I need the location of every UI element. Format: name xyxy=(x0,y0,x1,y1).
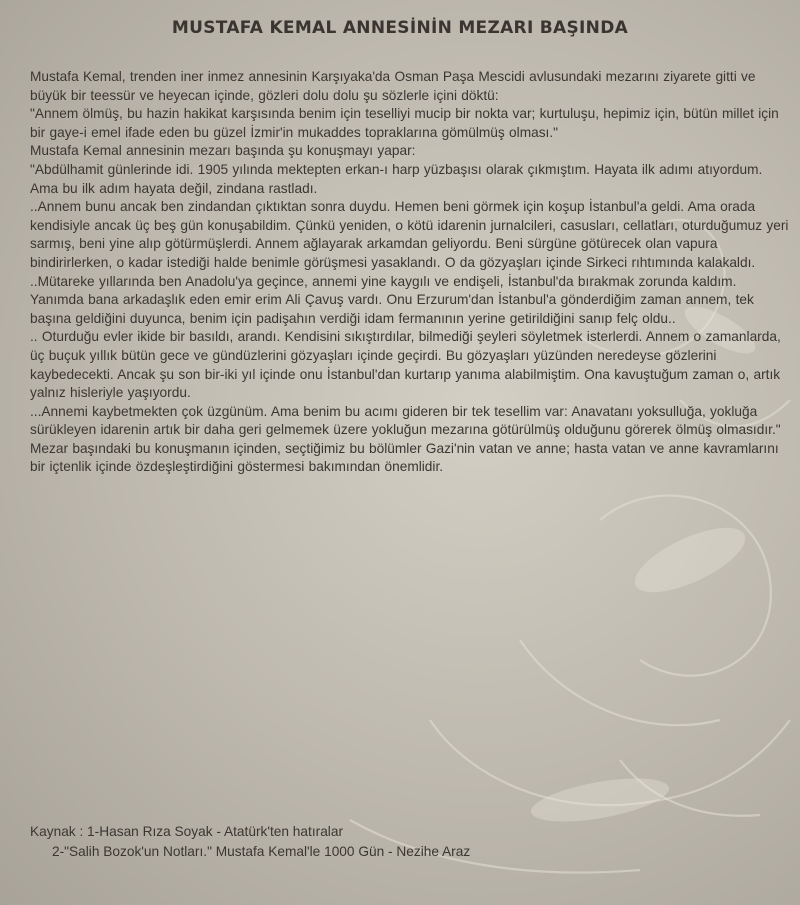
paragraph-evler: .. Oturduğu evler ikide bir basıldı, arandı. Kendisini sıkıştırdılar, bilmediği şeyleri söyletmek isterlerdi. Annem o zamanlarda, üç buçuk yıllık bütün gece ve gündüzlerini gözyaşları içinde geçirdi. Bu gözyaşları yüzünden neredeyse gözlerini kaybedecekti. Ancak şu son bir-iki yıl içinde onu İstanbul'dan kurtarıp yanıma alabilmiştim. Ona kavuştuğum zaman o, artık yalnız hisleriyle yaşıyordu. xyxy=(30,329,781,401)
source-line-2: 2-"Salih Bozok'un Notları." Mustafa Kemal'le 1000 Gün - Nezihe Araz xyxy=(52,844,471,859)
body-text xyxy=(30,68,790,477)
sources xyxy=(30,822,770,862)
paragraph-abdulhamit: "Abdülhamit günlerinde idi. 1905 yılında mektepten erkan-ı harp yüzbaşısı olarak çıkmıştım. Hayata ilk adımı atıyordum. Ama bu ilk adım hayata değil, zindana rastladı. xyxy=(30,161,763,196)
paragraph-zindan: ..Annem bunu ancak ben zindandan çıktıktan sonra duydu. Hemen beni görmek için koşup İstanbul'a geldi. Ama orada kendisiyle ancak üç beş gün konuşabildim. Çünkü yeniden, o kötü idarenin jurnalcileri, casusları, cellatları, oturduğumuz yeri sarmış, beni yine alıp götürmüşlerdi. Annem ağlayarak arkamdan geliyordu. Beni sürgüne götürecek olan vapura bindirirlerken, o kadar istediği halde benimle görüşmesi yasaklandı. O da gözyaşları içinde Sirkeci rıhtımında kalakaldı. xyxy=(30,199,789,270)
paragraph-intro: Mustafa Kemal, trenden iner inmez annesinin Karşıyaka'da Osman Paşa Mescidi avlusundaki mezarını ziyarete gitti ve büyük bir teessür ve heyecan içinde, gözleri dolu dolu şu sözlerle içini döktü: xyxy=(30,69,756,103)
paragraph-mutareke: ..Mütareke yıllarında ben Anadolu'ya geçince, annemi yine kaygılı ve endişeli, İstanbul'da bırakmak zorunda kaldım. Yanımda bana arkadaşlık eden emir erim Ali Çavuş vardı. Onu Erzurum'dan İstanbul'a gönderdiğim zaman annem, tek başına geldiğini duyunca, benim için padişahın verdiği idam fermanının yerine getirildiğini sanıp felç oldu.. xyxy=(30,273,754,326)
page-title: MUSTAFA KEMAL ANNESİNİN MEZARI BAŞINDA xyxy=(171,18,629,38)
paragraph-conclusion: Mezar başındaki bu konuşmanın içinden, seçtiğimiz bu bölümler Gazi'nin vatan ve anne; hasta vatan ve anne kavramlarını bir içtenlik içinde özdeşleştirdiğini göstermesi bakımından önemlidir. xyxy=(30,440,779,475)
paragraph-quote-izmir: "Annem ölmüş, bu hazin hakikat karşısında benim için teselliyi mucip bir nokta var; kurtuluşu, hepimiz için, bütün millet için bir gaye-i emel ifade eden bu güzel İzmir'in mukaddes topraklarına gömülmüş olması." xyxy=(30,106,779,140)
paragraph-teselli: ...Annemi kaybetmekten çok üzgünüm. Ama benim bu acımı gideren bir tek tesellim var: Anavatanı yoksulluğa, yokluğa sürükleyen idarenin artık bir daha geri gelmemek üzere yokluğun mezarına götürülmüş olduğunu görerek ölmüş olmasıdır." xyxy=(30,403,781,438)
paragraph-speech-intro: Mustafa Kemal annesinin mezarı başında şu konuşmayı yapar: xyxy=(30,143,416,159)
source-line-1: Kaynak : 1-Hasan Rıza Soyak - Atatürk'ten hatıralar xyxy=(30,824,344,839)
